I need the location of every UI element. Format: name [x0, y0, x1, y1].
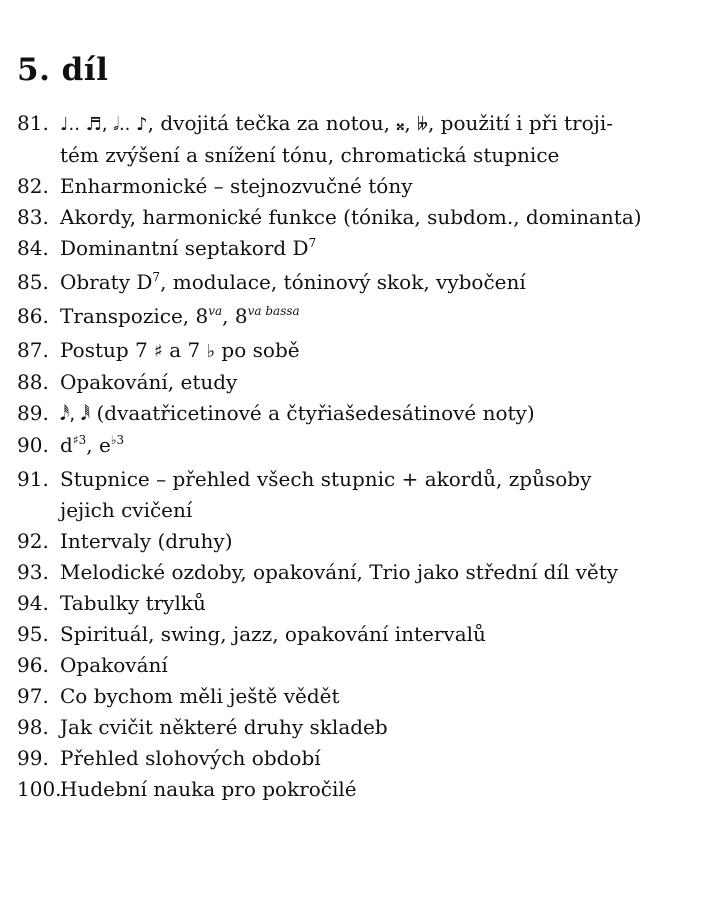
item-number: 89. [17, 401, 49, 425]
item-text: , 8 [222, 304, 248, 328]
item-text: Dominantní septakord D [60, 236, 309, 260]
music-symbol: 𝄪 [396, 114, 405, 135]
item-number: 96. [17, 653, 49, 677]
list-item [0, 619, 685, 650]
item-text: a 7 [162, 338, 207, 362]
list-item [0, 774, 685, 805]
superscript-text: ♯3 [72, 433, 87, 447]
item-number: 90. [17, 433, 49, 457]
item-text: Co bychom měli ještě vědět [60, 684, 340, 708]
list-item [0, 267, 685, 301]
list-item [0, 650, 685, 681]
item-text: Obraty D [60, 270, 153, 294]
item-text: , modulace, tóninový skok, vybočení [160, 270, 526, 294]
item-number: 88. [17, 370, 49, 394]
item-text: Tabulky trylků [60, 591, 206, 615]
music-symbol: 𝄫 [417, 114, 428, 135]
list-item [0, 233, 685, 267]
item-text: , použití i při troji- [427, 111, 613, 135]
superscript-text: 7 [308, 236, 317, 250]
list-item [0, 743, 685, 774]
item-text: Intervaly (druhy) [60, 529, 233, 553]
item-text: Opakování, etudy [60, 370, 238, 394]
list-item [0, 430, 685, 464]
item-number: 86. [17, 304, 49, 328]
music-symbol: 𝅘𝅥𝅰, 𝅘𝅥𝅱 [60, 404, 91, 425]
topic-list [0, 108, 685, 805]
item-text: Hudební nauka pro pokročilé [60, 777, 357, 801]
item-number: 99. [17, 746, 49, 770]
list-item [0, 464, 620, 526]
item-text: Enharmonické – stejnozvučné tóny [60, 174, 413, 198]
item-number: 85. [17, 270, 49, 294]
item-text: Postup 7 [60, 338, 155, 362]
superscript-text: 7 [152, 270, 161, 284]
item-number: 84. [17, 236, 49, 260]
list-item [0, 588, 685, 619]
item-number: 95. [17, 622, 49, 646]
item-text: Opakování [60, 653, 168, 677]
item-number: 83. [17, 205, 49, 229]
item-number: 100. [17, 777, 62, 801]
list-item [0, 108, 685, 171]
item-text: Transpozice, 8 [60, 304, 209, 328]
item-number: 92. [17, 529, 49, 553]
list-item [0, 398, 685, 430]
item-number: 82. [17, 174, 49, 198]
item-number: 93. [17, 560, 49, 584]
item-number: 87. [17, 338, 49, 362]
item-text: tém zvýšení a snížení tónu, chromatická stupnice [60, 143, 560, 167]
item-text: po sobě [215, 338, 300, 362]
list-item [0, 202, 685, 233]
music-symbol: ♭ [206, 341, 216, 362]
item-text: , [404, 111, 418, 135]
item-number: 94. [17, 591, 49, 615]
list-item [0, 712, 685, 743]
list-item [0, 301, 685, 335]
chapter-heading: 5. díl [17, 52, 109, 88]
item-text: , dvojitá tečka za notou, [147, 111, 397, 135]
item-number: 98. [17, 715, 49, 739]
item-number: 91. [17, 467, 49, 491]
list-item [0, 367, 685, 398]
list-item [0, 526, 685, 557]
item-text: Přehled slohových období [60, 746, 321, 770]
list-item [0, 171, 685, 202]
item-text: d [60, 433, 73, 457]
superscript-text: va [208, 304, 223, 318]
music-symbol: ♩.. ♬, 𝅗𝅥.. ♪ [60, 114, 148, 135]
item-text: (dvaatřicetinové a čtyřiašedesátinové noty) [90, 401, 535, 425]
item-text: Akordy, harmonické funkce (tónika, subdom., dominanta) [60, 205, 642, 229]
item-text: , e [86, 433, 111, 457]
item-text: Spirituál, swing, jazz, opakování intervalů [60, 622, 486, 646]
superscript-text: ♭3 [110, 433, 125, 447]
item-text: Jak cvičit některé druhy skladeb [60, 715, 388, 739]
superscript-text: va bassa [247, 304, 300, 318]
item-number: 81. [17, 111, 49, 135]
list-item [0, 335, 685, 367]
list-item [0, 557, 685, 588]
item-text: Stupnice – přehled všech stupnic + akordů, způsoby jejich cvičení [60, 467, 592, 522]
music-symbol: ♯ [154, 341, 163, 362]
list-item [0, 681, 685, 712]
item-number: 97. [17, 684, 49, 708]
item-text: Melodické ozdoby, opakování, Trio jako střední díl věty [60, 560, 619, 584]
